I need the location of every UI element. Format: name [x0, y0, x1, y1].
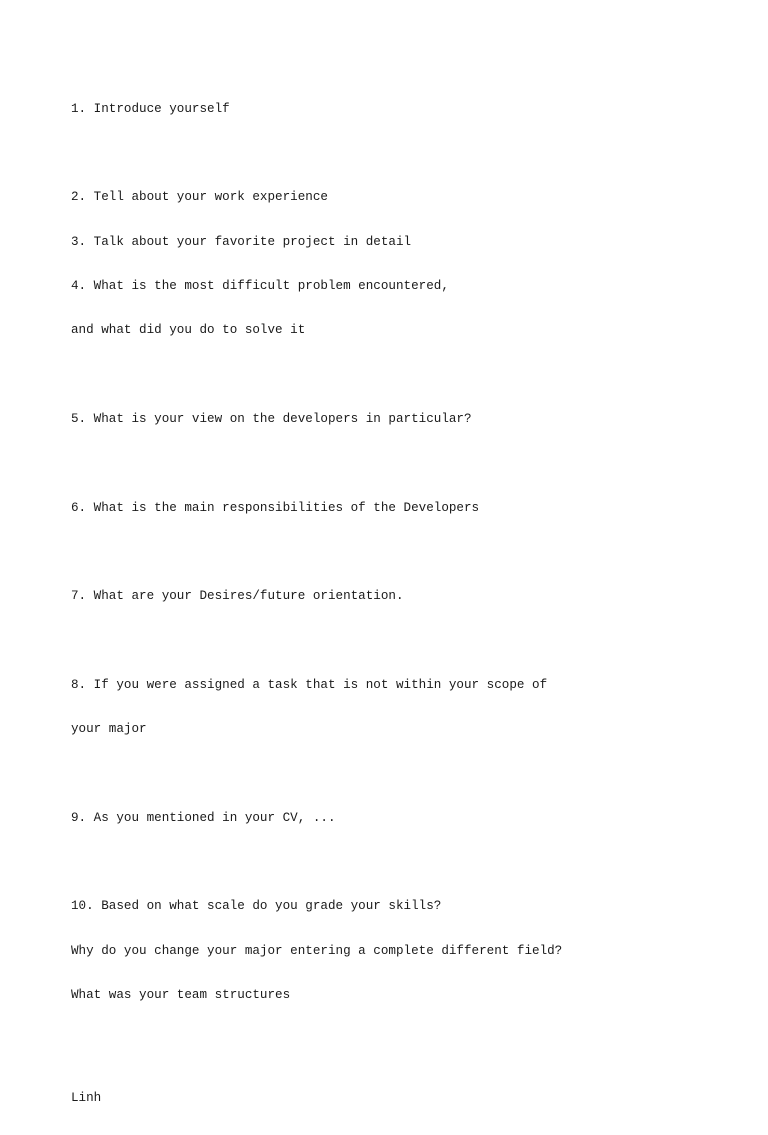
blank-line — [71, 766, 731, 781]
question-8: 8. If you were assigned a task that is not within your scope of — [71, 677, 548, 692]
blank-line — [71, 633, 731, 648]
question-3: 3. Talk about your favorite project in detail — [71, 234, 412, 249]
document-body — [71, 72, 731, 1135]
question-1: 1. Introduce yourself — [71, 101, 230, 116]
blank-line — [71, 146, 731, 161]
question-8-continued: your major — [71, 722, 147, 737]
author-name: Linh — [71, 1090, 102, 1105]
blank-line — [71, 545, 731, 560]
blank-line — [71, 368, 731, 383]
question-extra-1: Why do you change your major entering a complete different field? — [71, 943, 563, 958]
blank-line — [71, 855, 731, 870]
question-6: 6. What is the main responsibilities of the Developers — [71, 500, 480, 515]
blank-lines — [71, 1032, 731, 1061]
question-5: 5. What is your view on the developers in particular? — [71, 411, 472, 426]
question-2: 2. Tell about your work experience — [71, 190, 328, 205]
question-7: 7. What are your Desires/future orientation. — [71, 589, 404, 604]
question-4-continued: and what did you do to solve it — [71, 323, 306, 338]
question-10: 10. Based on what scale do you grade your skills? — [71, 899, 442, 914]
question-4: 4. What is the most difficult problem encountered, — [71, 278, 449, 293]
question-9: 9. As you mentioned in your CV, ... — [71, 810, 336, 825]
question-extra-2: What was your team structures — [71, 987, 291, 1002]
blank-line — [71, 456, 731, 471]
